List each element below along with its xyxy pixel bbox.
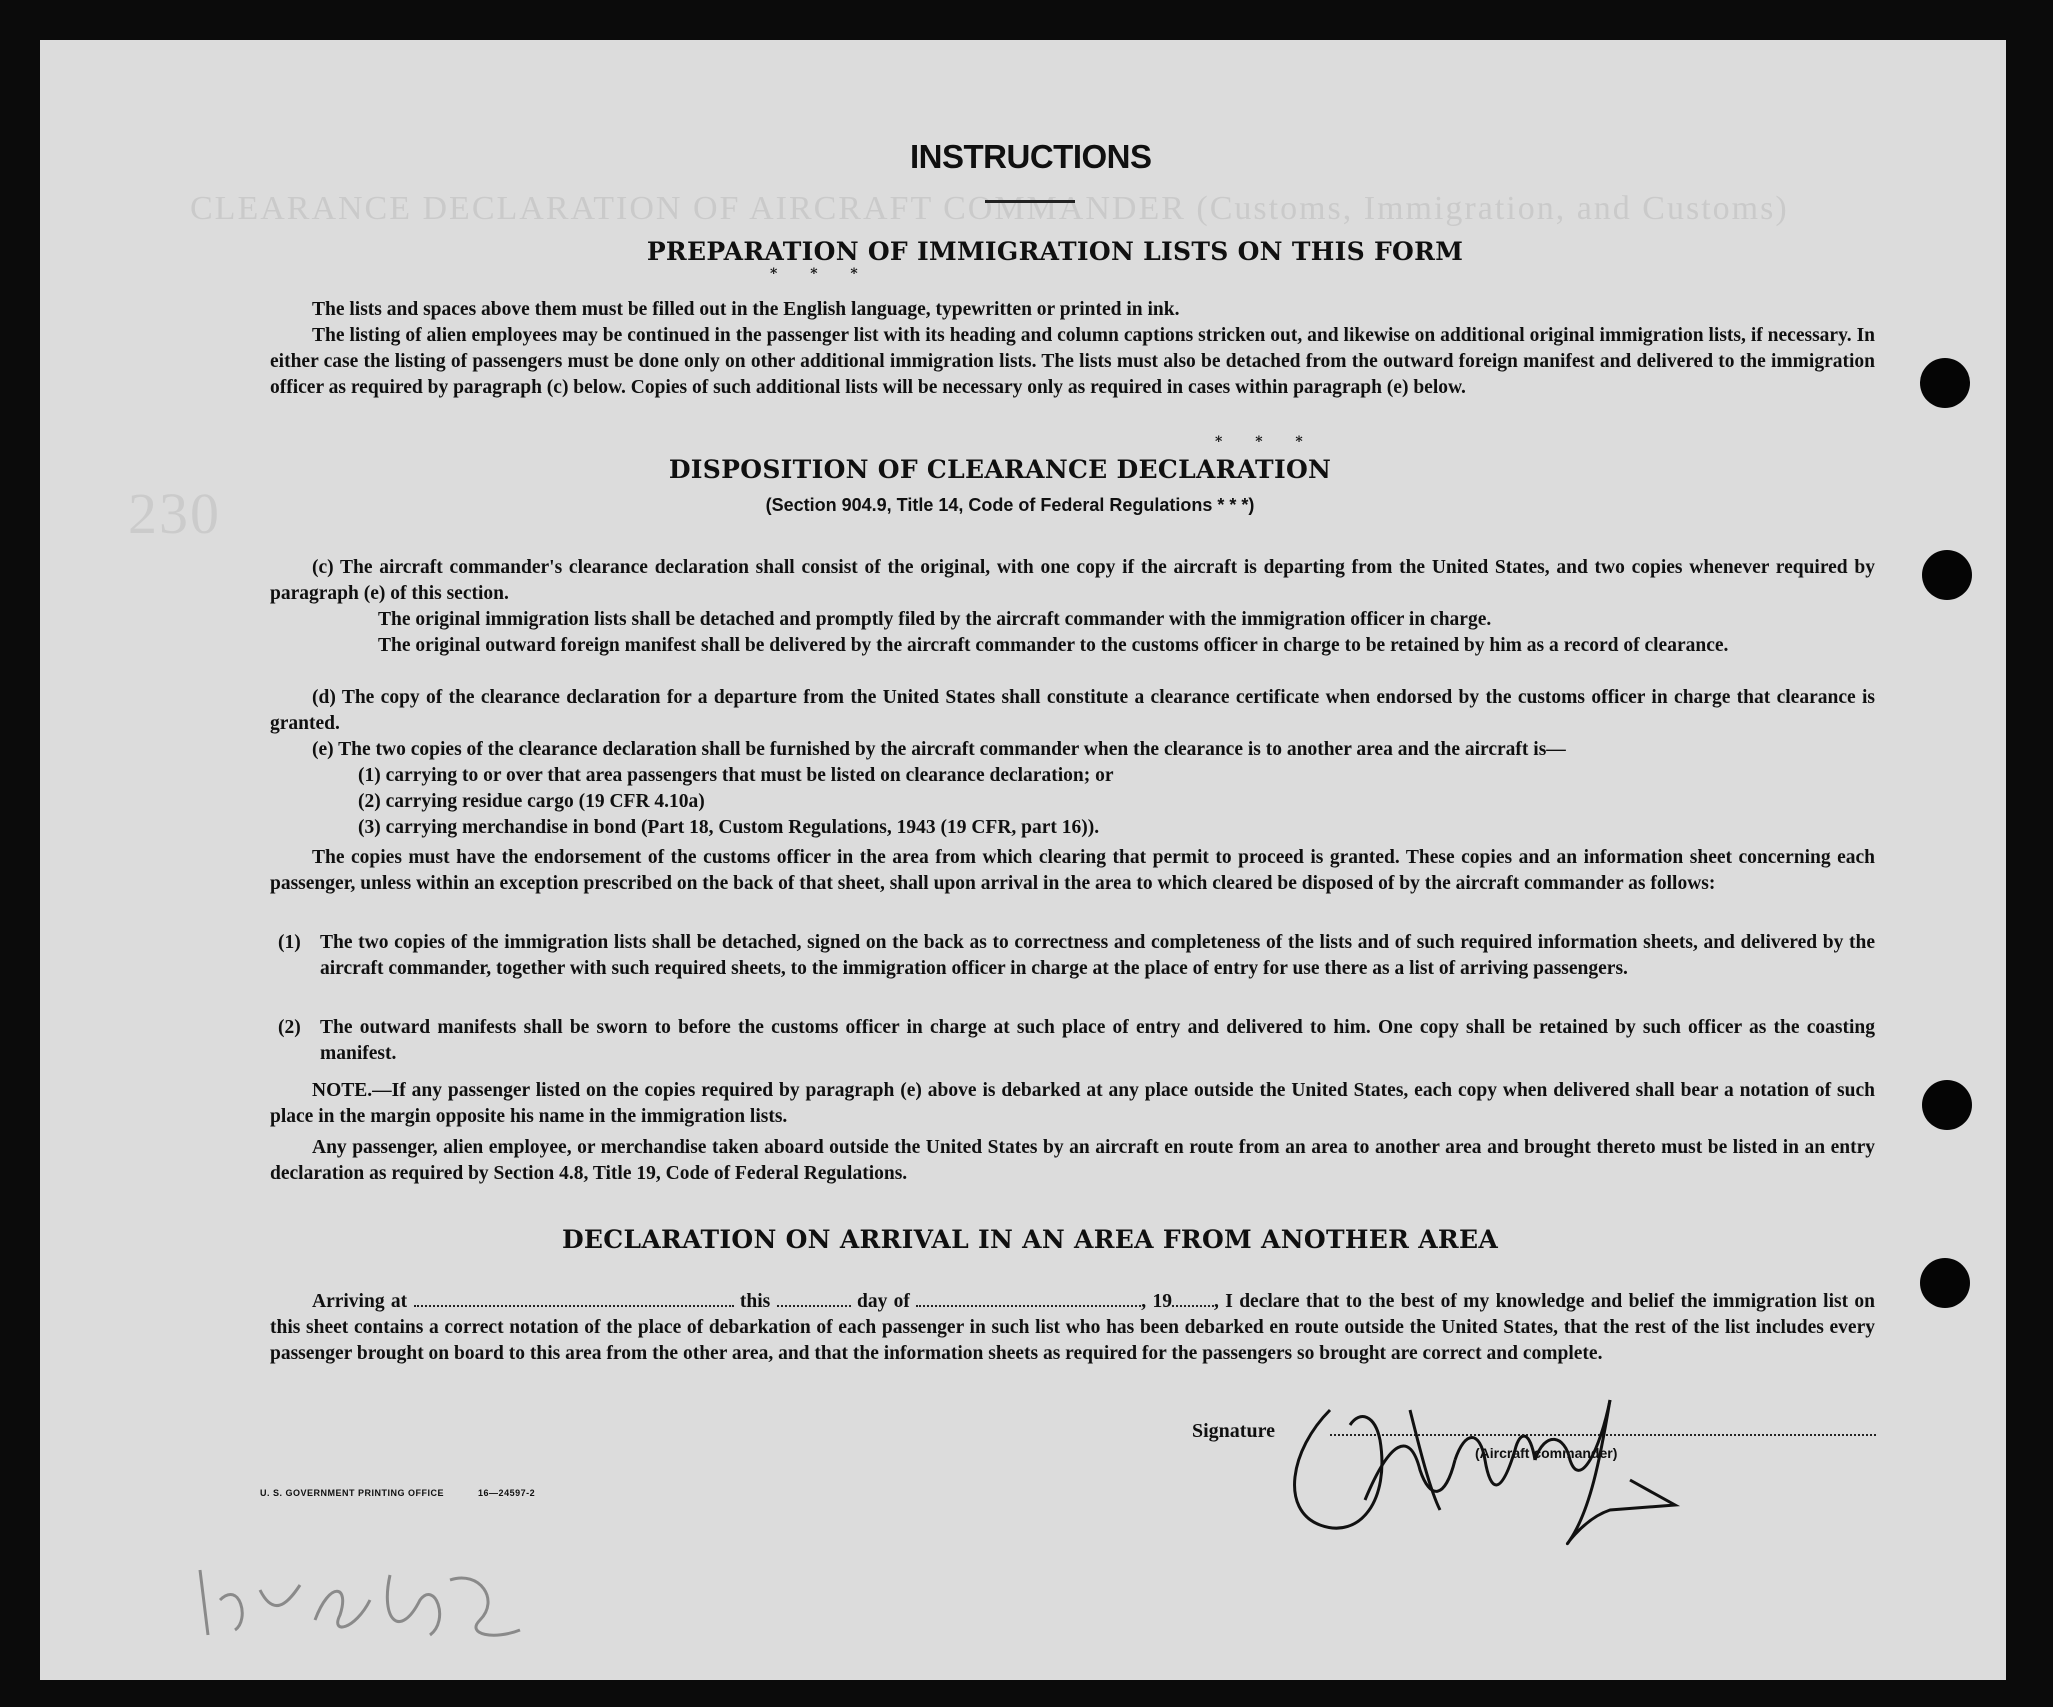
day-field[interactable] [777, 1287, 851, 1307]
paragraph-p1 [270, 297, 1875, 323]
list-item: (2) carrying residue cargo (19 CFR 4.10a) [358, 791, 705, 812]
paragraph-p2 [270, 323, 1875, 401]
declaration-text: , I declare that to the best of my knowledge and belief the immigration list on this sheet contains a correct notation of the place of debarkation of each passenger in such list who has been debarked en route outside the United States, that the rest of the list includes every passenger brought on board to this area from the other area, and that the information sheets as required for the passengers so brought are correct and complete. [270, 1291, 1876, 1364]
punch-hole [1920, 358, 1970, 408]
section-heading-declaration: DECLARATION ON ARRIVAL IN AN AREA FROM ANOTHER AREA [561, 1225, 1499, 1254]
paragraph-c2 [336, 633, 1875, 659]
month-field[interactable] [916, 1287, 1141, 1307]
section-heading-disposition: DISPOSITION OF CLEARANCE DECLARATION [668, 455, 1332, 484]
title-rule [985, 200, 1075, 203]
form-number: 16—24597-2 [478, 1488, 536, 1498]
punch-hole [1920, 1258, 1970, 1308]
paragraph-any [270, 1135, 1875, 1187]
bleed-through-text: CLEARANCE DECLARATION OF AIRCRAFT COMMANDER (Customs, Immigration, and Customs) [190, 190, 1789, 227]
paragraph-text: Any passenger, alien employee, or merchandise taken aboard outside the United States by an aircraft en route from an area to another area and brought thereto must be listed in an entry declaration as required by Section 4.8, Title 19, Code of Federal Regulations. [270, 1137, 1875, 1184]
paragraph-text: The copies must have the endorsement of the customs officer in the area from which clearing that permit to proceed is granted. These copies and an information sheet concerning each passenger, unless within an exception prescribed on the back of that sheet, shall upon arrival in the area to which cleared be disposed of by the aircraft commander as follows: [270, 847, 1875, 894]
item-number: (1) [278, 932, 301, 953]
paragraph-text: (e) The two copies of the clearance declaration shall be furnished by the aircraft commander when the clearance is to another area and the aircraft is— [312, 739, 1566, 760]
year-field[interactable] [1172, 1287, 1214, 1307]
page-title: INSTRUCTIONS [910, 138, 1152, 175]
paragraph-text: The listing of alien employees may be continued in the passenger list with its heading and column captions stricken out, and likewise on additional original immigration lists, if necessary. In either case the listing of passengers must be done only on other additional immigration lists. The lists must also be detached from the outward foreign manifest and delivered to the immigration officer as required by paragraph (c) below. Copies of such additional lists will be necessary only as required in cases within paragraph (e) below. [270, 325, 1875, 398]
paragraph-text: NOTE.—If any passenger listed on the copies required by paragraph (e) above is debarked at any place outside the United States, each copy when delivered shall bear a notation of such place in the margin opposite his name in the immigration lists. [270, 1080, 1875, 1127]
paragraph-h1 [278, 930, 1875, 982]
paragraph-d [270, 685, 1875, 737]
handwritten-signature [1280, 1340, 1720, 1570]
paragraph-c [270, 555, 1875, 607]
punch-hole [1922, 550, 1972, 600]
pencil-notation [180, 1560, 540, 1650]
paragraph-text: The lists and spaces above them must be filled out in the English language, typewritten or printed in ink. [312, 299, 1180, 320]
section-heading-preparation: PREPARATION OF IMMIGRATION LISTS ON THIS FORM [646, 237, 1464, 266]
arriving-label: Arriving at [312, 1291, 408, 1312]
declaration-paragraph: Arriving at this day of , 19 , I declare that to the best of my knowledge and belief the immigration list on this sheet contains a correct notation of the place of debarkation of each passenger in such list who has been debarked en route outside the United States, that the rest of the list includes every passenger brought on board to this area from the other area, and that the information sheets as required for the passengers so brought are correct and complete. [270, 1287, 1875, 1367]
punch-hole [1922, 1080, 1972, 1130]
this-label: this [739, 1291, 771, 1312]
signature-label [1192, 1420, 1275, 1443]
day-of-label: day of [856, 1291, 910, 1312]
ellipsis-stars: * * * [770, 266, 872, 282]
paragraph-text: (d) The copy of the clearance declaration for a departure from the United States shall constitute a clearance certificate when endorsed by the customs officer in charge that clearance is granted. [270, 687, 1875, 734]
ellipsis-stars: * * * [1215, 434, 1317, 450]
paragraph-text: The original outward foreign manifest shall be delivered by the aircraft commander to the customs officer in charge to be retained by him as a record of clearance. [378, 635, 1729, 656]
paragraph-c1 [336, 607, 1875, 633]
paragraph-h2 [278, 1015, 1875, 1067]
bleed-through-number: 230 [128, 481, 221, 546]
list-e-items [358, 763, 1114, 841]
paragraph-e [270, 737, 1875, 763]
signature-caption: (Aircraft commander) [1475, 1445, 1618, 1461]
item-number: (2) [278, 1017, 301, 1038]
list-item: (1) carrying to or over that area passengers that must be listed on clearance declaration; or [358, 765, 1114, 786]
arriving-at-field[interactable] [414, 1287, 734, 1307]
item-text: The outward manifests shall be sworn to before the customs officer in charge at such place of entry and delivered to him. One copy shall be retained by such officer as the coasting manifest. [320, 1017, 1875, 1064]
printer-credit: U. S. GOVERNMENT PRINTING OFFICE [260, 1488, 445, 1498]
paragraph-text: The original immigration lists shall be detached and promptly filed by the aircraft commander with the immigration officer in charge. [378, 609, 1492, 630]
paragraph-copies [270, 845, 1875, 897]
year-label: 19 [1152, 1291, 1173, 1312]
paragraph-text: (c) The aircraft commander's clearance declaration shall consist of the original, with one copy if the aircraft is departing from the United States, and two copies whenever required by paragraph (e) of this section. [270, 557, 1875, 604]
section-subheading-disposition: (Section 904.9, Title 14, Code of Federal Regulations * * *) [765, 495, 1255, 515]
paragraph-note [270, 1078, 1875, 1130]
footer-imprint [260, 1488, 535, 1498]
item-text: The two copies of the immigration lists shall be detached, signed on the back as to correctness and completeness of the lists and of such required information sheets, and delivered by the aircraft commander, together with such required sheets, to the immigration officer in charge at the place of entry for use there as a list of arriving passengers. [320, 932, 1875, 979]
list-item: (3) carrying merchandise in bond (Part 18, Custom Regulations, 1943 (19 CFR, part 16)). [358, 817, 1100, 838]
signature-label-text: Signature [1192, 1420, 1275, 1442]
document-page [40, 40, 2006, 1680]
